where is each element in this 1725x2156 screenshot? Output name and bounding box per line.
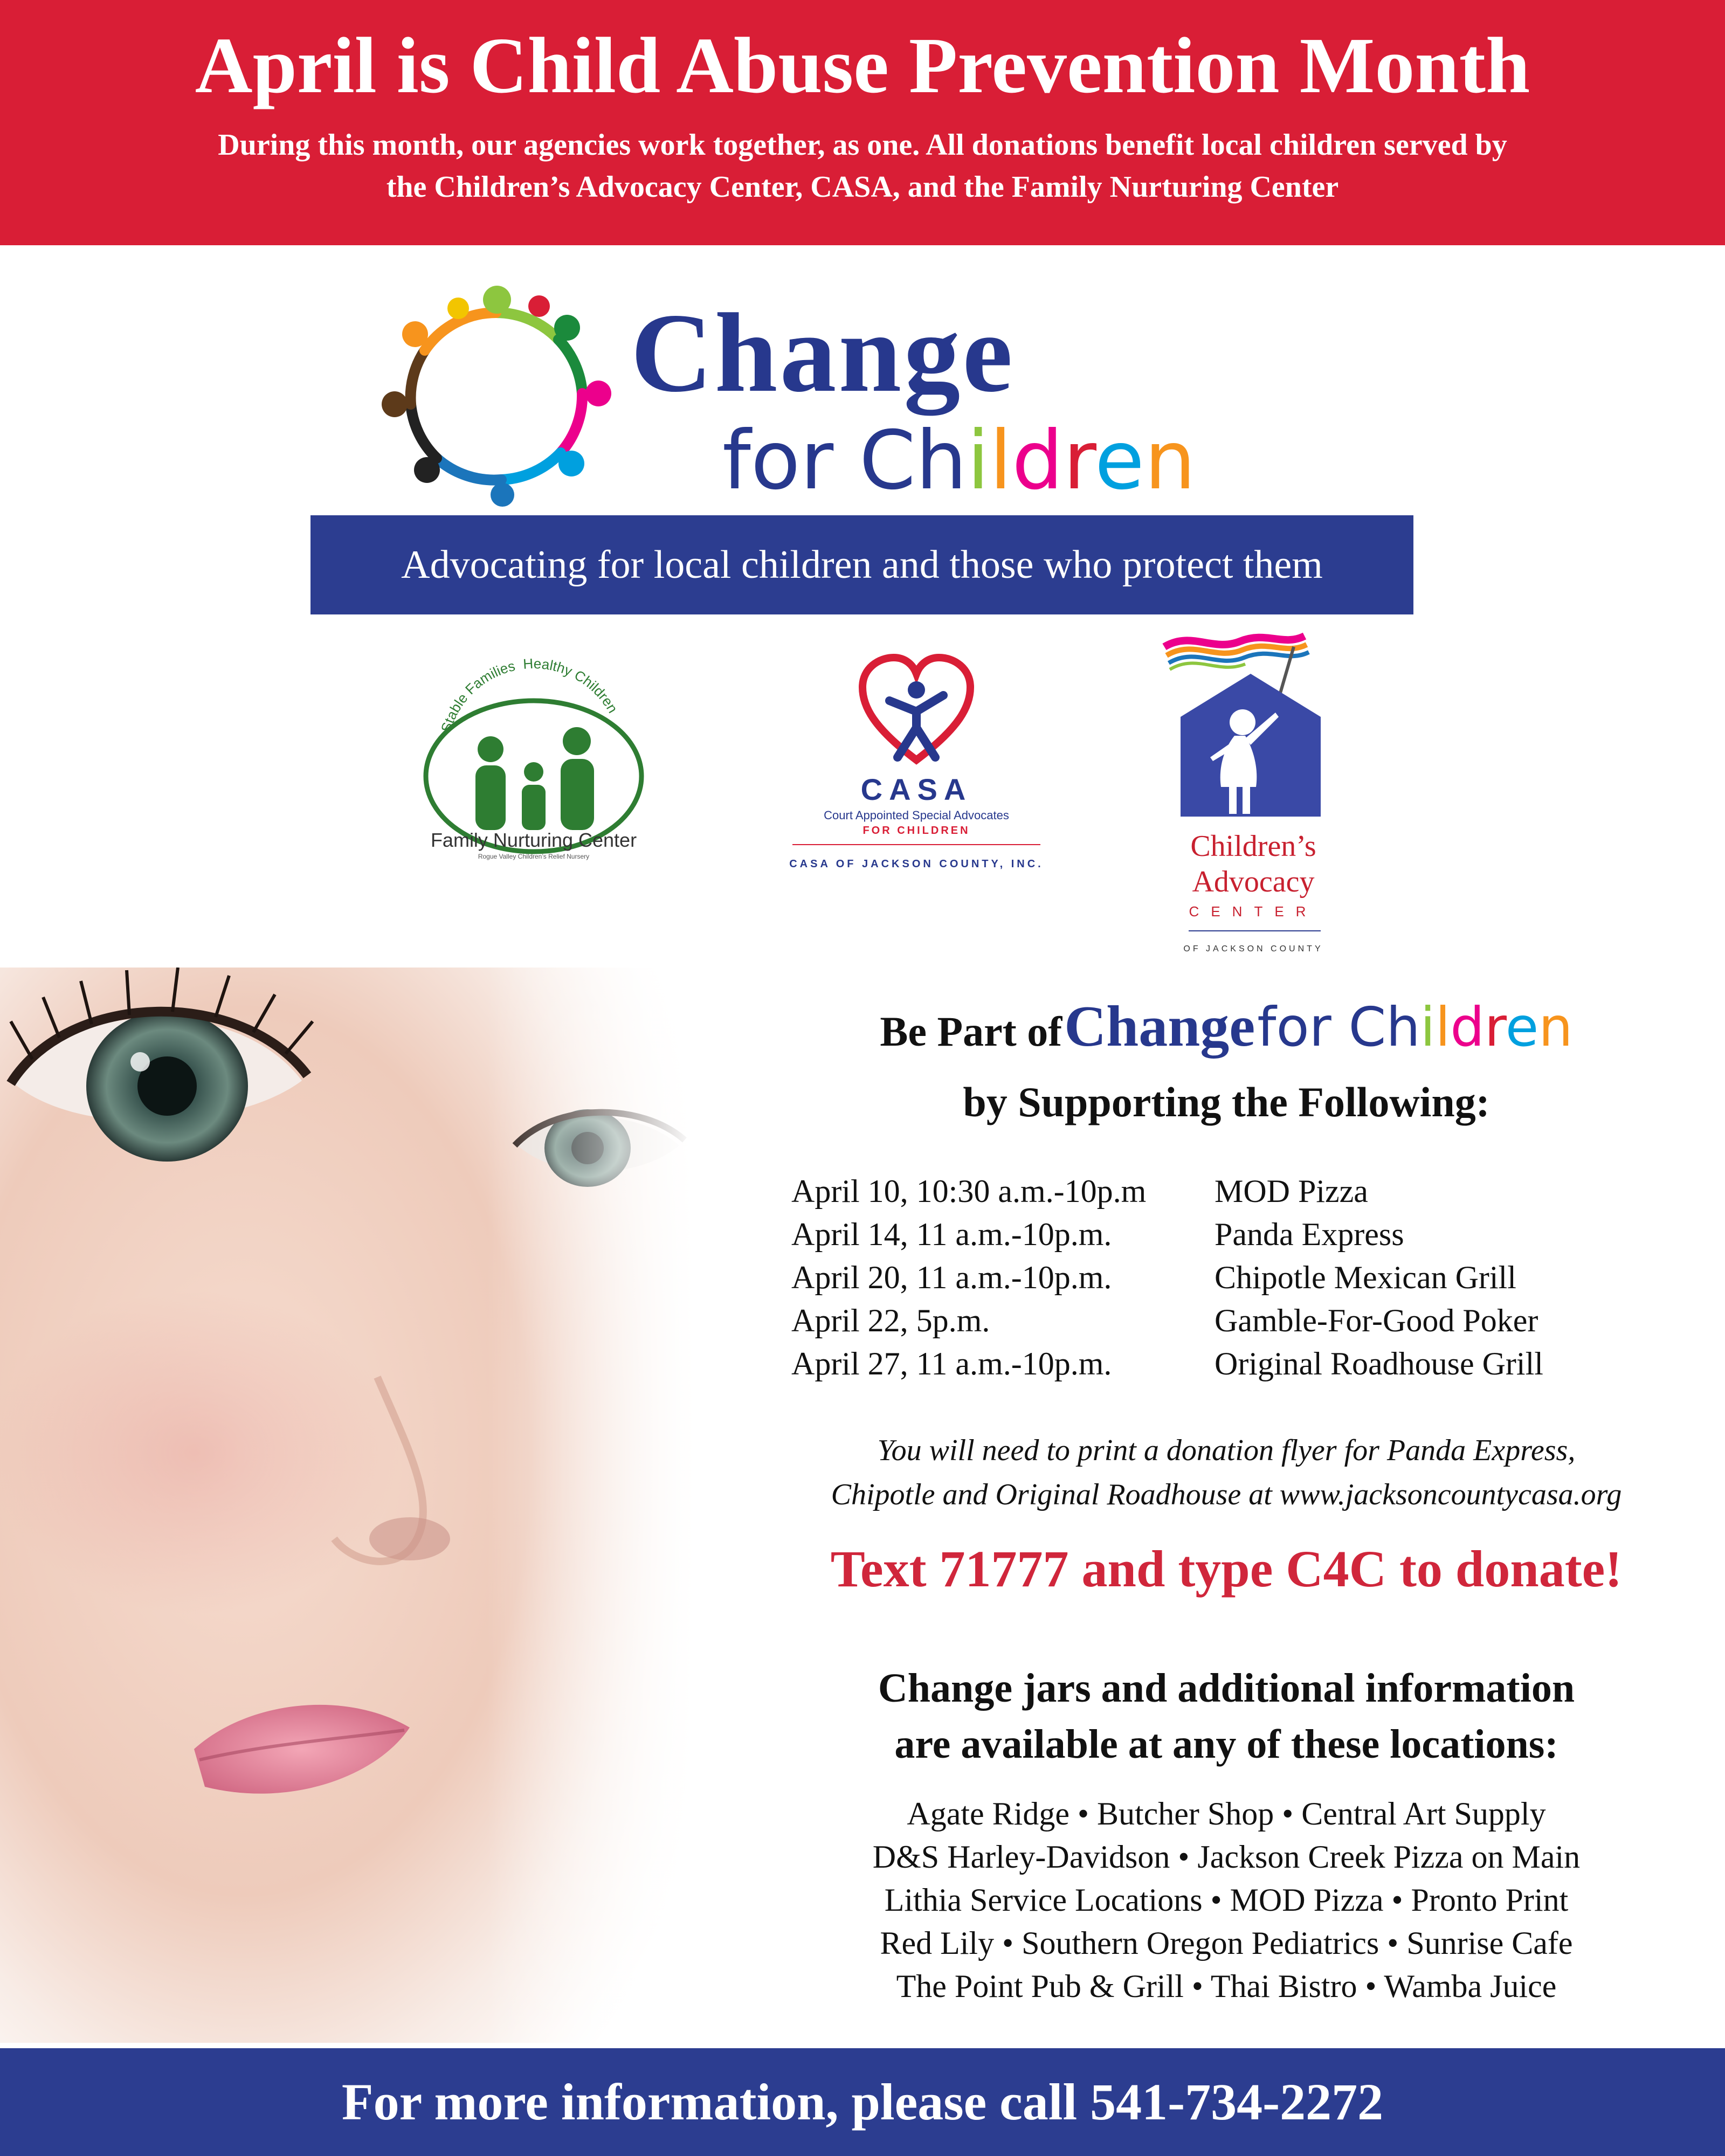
note-line-2: Chipotle and Original Roadhouse at www.jacksoncountycasa.org <box>831 1478 1622 1511</box>
event-date: April 10, 10:30 a.m.-10p.m <box>791 1173 1147 1209</box>
casa-divider <box>792 844 1040 845</box>
logo-for-word: for <box>722 414 834 508</box>
location-line: The Point Pub & Grill • Thai Bistro • Wamba Juice <box>896 1968 1557 2004</box>
top-banner <box>0 0 1725 245</box>
location-line: Red Lily • Southern Oregon Pediatrics • Sunrise Cafe <box>880 1925 1573 1961</box>
intro-text <box>65 124 1660 208</box>
be-part-prefix: Be Part of <box>880 1008 1062 1055</box>
headline: April is Child Abuse Prevention Month <box>195 22 1530 110</box>
jars-line-1: Change jars and additional information <box>878 1666 1575 1711</box>
children-letter: n <box>1538 996 1573 1059</box>
children-letter: C <box>859 414 916 508</box>
note-line-1: You will need to print a donation flyer for Panda Express, <box>877 1434 1576 1467</box>
intro-line-2: the Children’s Advocacy Center, CASA, and the Family Nurturing Center <box>386 170 1339 204</box>
event-date: April 22, 5p.m. <box>791 1303 990 1338</box>
cac-center-word: CENTER <box>1189 903 1318 920</box>
cac-divider <box>1189 930 1321 931</box>
casa-for-children: FOR CHILDREN <box>862 825 970 837</box>
logo-for-children <box>722 415 1196 507</box>
people-circle-logo <box>377 280 615 507</box>
child-face-photo <box>0 968 695 2043</box>
be-part-change-word: Change <box>1064 994 1255 1059</box>
children-letter: i <box>1420 996 1436 1059</box>
event-venue: Gamble-For-Good Poker <box>1215 1303 1538 1338</box>
be-part-heading <box>755 992 1698 1079</box>
children-letter: e <box>1094 414 1145 508</box>
supporting-heading: by Supporting the Following: <box>963 1079 1490 1125</box>
location-line: Agate Ridge • Butcher Shop • Central Art Supply <box>907 1796 1546 1832</box>
children-letter: r <box>1484 996 1506 1059</box>
children-letter: i <box>967 414 990 508</box>
event-venue: Original Roadhouse Grill <box>1215 1346 1543 1381</box>
logo-children-word <box>859 414 1196 508</box>
casa-heart-figure-logo <box>852 647 981 776</box>
cac-name-line-2: Advocacy <box>1192 865 1315 899</box>
children-letter: r <box>1063 414 1095 508</box>
locations-list <box>744 1792 1709 2008</box>
events-list <box>791 1170 1681 1385</box>
event-row <box>791 1256 1681 1299</box>
logo-change-word: Change <box>631 291 1015 416</box>
childrens-advocacy-center-logo <box>1154 625 1337 819</box>
event-venue: Chipotle Mexican Grill <box>1215 1260 1516 1295</box>
event-date: April 27, 11 a.m.-10p.m. <box>791 1346 1112 1381</box>
event-date: April 14, 11 a.m.-10p.m. <box>791 1217 1112 1252</box>
event-row <box>791 1299 1681 1342</box>
children-letter: d <box>1450 996 1485 1059</box>
fnc-arc-text: Stable Families Healthy Children <box>437 655 622 734</box>
cac-county: OF JACKSON COUNTY <box>1183 944 1323 953</box>
children-letter: n <box>1144 414 1196 508</box>
location-line: D&S Harley-Davidson • Jackson Creek Pizza on Main <box>872 1839 1581 1875</box>
cac-name-line-1: Children’s <box>1190 830 1316 863</box>
event-row <box>791 1342 1681 1385</box>
children-letter: C <box>1348 996 1386 1059</box>
event-date: April 20, 11 a.m.-10p.m. <box>791 1260 1112 1295</box>
children-letter: d <box>1012 414 1064 508</box>
text-to-donate: Text 71777 and type C4C to donate! <box>830 1540 1623 1598</box>
intro-line-1: During this month, our agencies work together, as one. All donations benefit local children served by <box>218 128 1507 162</box>
event-venue: Panda Express <box>1215 1217 1404 1252</box>
children-letter: h <box>915 414 967 508</box>
event-venue: MOD Pizza <box>1215 1173 1368 1209</box>
jars-line-2: are available at any of these locations: <box>894 1722 1558 1767</box>
casa-county: CASA OF JACKSON COUNTY, INC. <box>789 858 1044 870</box>
event-row <box>791 1213 1681 1256</box>
children-letter: h <box>1386 996 1420 1059</box>
casa-full-name: Court Appointed Special Advocates <box>824 808 1009 822</box>
children-letter: l <box>1435 996 1451 1059</box>
svg-text:Stable FamiliesHealthy Childre <box>438 655 621 734</box>
contact-footer: For more information, please call 541-734-2272 <box>0 2048 1725 2156</box>
children-letter: e <box>1505 996 1539 1059</box>
change-jars-heading <box>744 1660 1709 1772</box>
casa-name: CASA <box>860 772 972 806</box>
be-part-for-children: for Children <box>1257 996 1573 1059</box>
donation-flyer-note <box>744 1428 1709 1517</box>
tagline-bar: Advocating for local children and those who protect them <box>310 515 1413 614</box>
event-row <box>791 1170 1681 1213</box>
children-letter: l <box>989 414 1012 508</box>
fnc-subtitle: Rogue Valley Children’s Relief Nursery <box>478 853 590 860</box>
location-line: Lithia Service Locations • MOD Pizza • Pronto Print <box>884 1882 1569 1918</box>
fnc-name: Family Nurturing Center <box>430 829 637 851</box>
